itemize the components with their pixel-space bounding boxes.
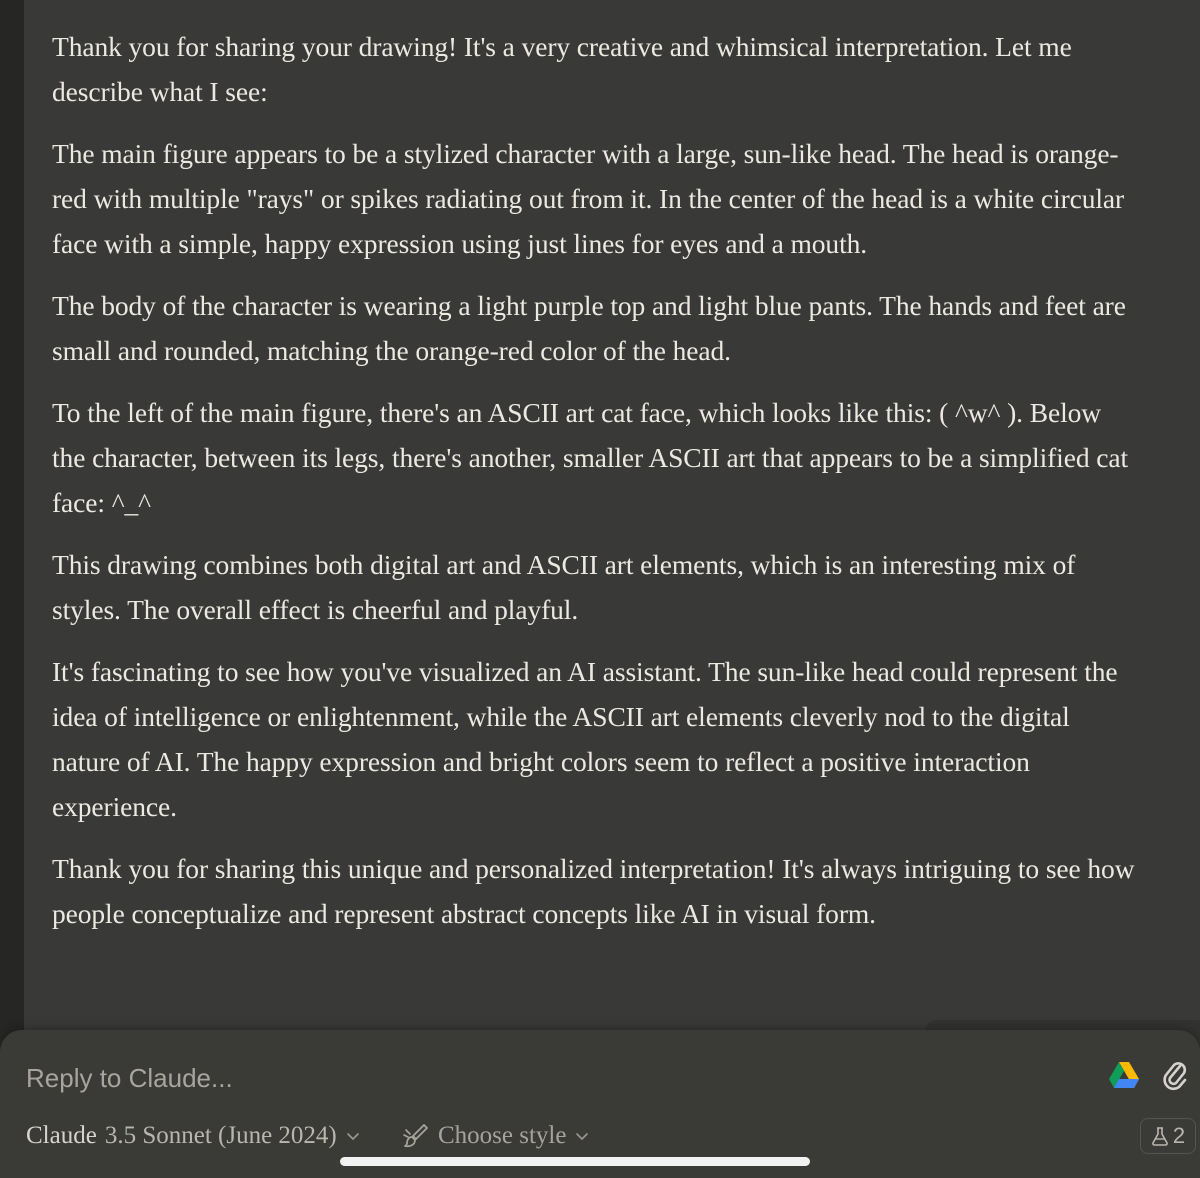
chevron-down-icon [345,1128,361,1144]
model-name: 3.5 Sonnet (June 2024) [104,1122,337,1149]
message-paragraph: The main figure appears to be a stylized character with a large, sun-like head. The head is orange-red with multiple "rays" or spikes radiating out from it. In the center of the head is a white circular face with a simple, happy expression using just lines for eyes and a mouth. [52,138,1125,259]
message-paragraph: The body of the character is wearing a light purple top and light blue pants. The hands and feet are small and rounded, matching the orange-red color of the head. [52,290,1126,366]
chevron-down-icon [574,1128,590,1144]
message-paragraph: Thank you for sharing your drawing! It's a very creative and whimsical interpretation. Let me describe what I see: [52,31,1072,107]
brush-icon [402,1122,430,1150]
paperclip-icon[interactable] [1162,1058,1188,1092]
style-selector[interactable] [402,1118,590,1154]
google-drive-icon[interactable] [1108,1061,1140,1089]
model-selector[interactable] [26,1118,361,1154]
home-indicator [340,1157,810,1166]
style-label: Choose style [438,1122,567,1149]
feature-badge[interactable] [1140,1118,1196,1154]
message-paragraph: To the left of the main figure, there's an ASCII art cat face, which looks like this: ( ^w^ ). Below the character, between its legs, there's another, smaller ASCII art that appears to be a simplified cat face: ^_^ [52,397,1129,518]
message-paragraph: Thank you for sharing this unique and personalized interpretation! It's always intriguing to see how people conceptualize and represent abstract concepts like AI in visual form. [52,853,1135,929]
model-brand: Claude [26,1122,97,1149]
flask-icon [1151,1126,1169,1146]
assistant-message [24,0,1200,1060]
reply-input[interactable] [26,1056,1086,1100]
composer [0,1030,1200,1178]
message-paragraph: This drawing combines both digital art and ASCII art elements, which is an interesting mix of styles. The overall effect is cheerful and playful. [52,549,1076,625]
message-paragraph: It's fascinating to see how you've visualized an AI assistant. The sun-like head could represent the idea of intelligence or enlightenment, while the ASCII art elements cleverly nod to the digital nature of AI. The happy expression and bright colors seem to reflect a positive interaction experience. [52,656,1118,822]
feature-count: 2 [1172,1123,1186,1148]
